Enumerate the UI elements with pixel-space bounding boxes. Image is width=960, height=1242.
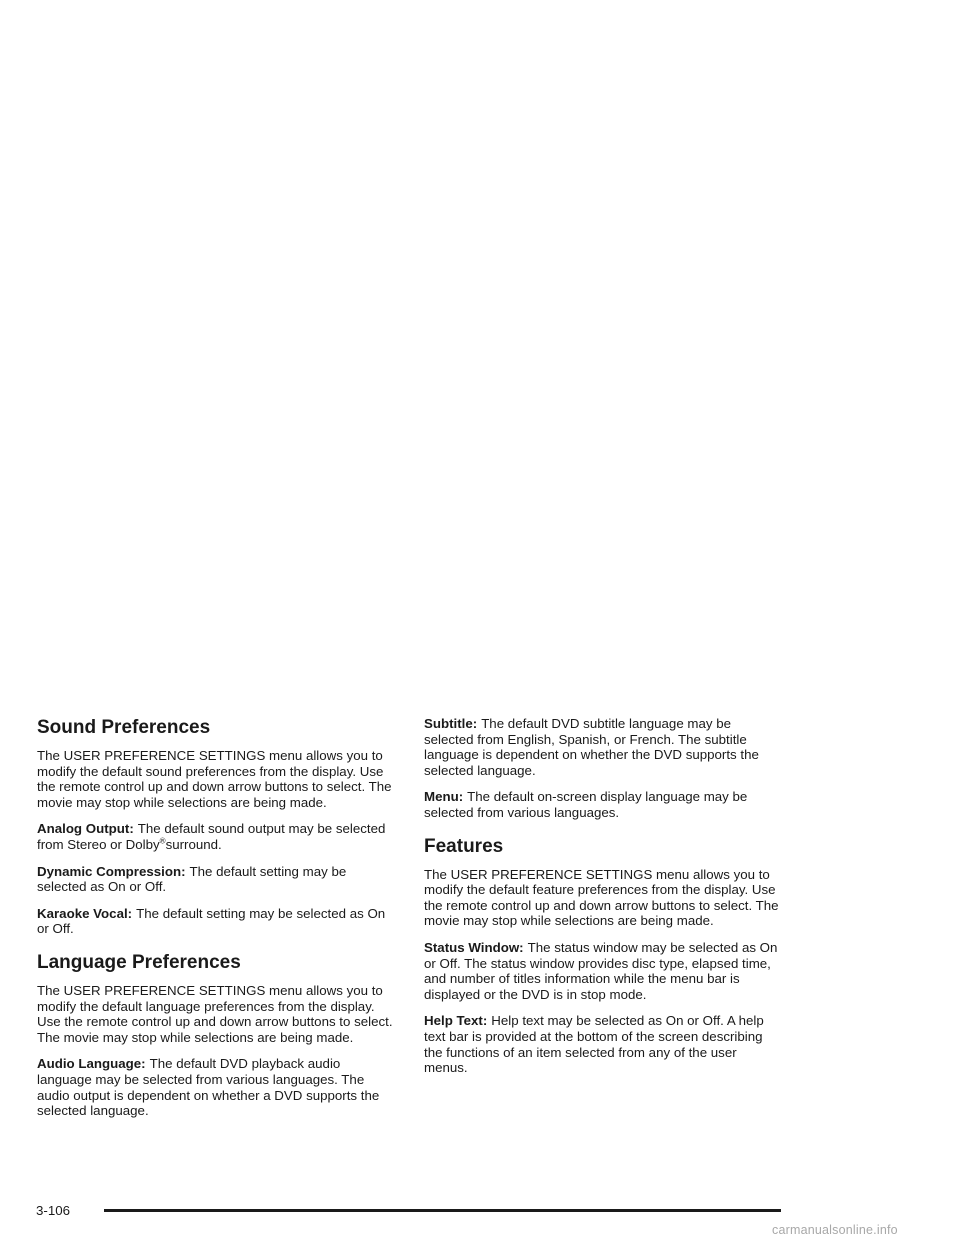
subtitle-text: The default DVD subtitle language may be selected from English, Spanish, or French. The subtitle language is dependent on whether the DVD supports the selected language. (424, 716, 759, 778)
karaoke-vocal-term: Karaoke Vocal: (37, 905, 133, 921)
language-preferences-heading: Language Preferences (37, 951, 241, 973)
status-window-paragraph (424, 940, 782, 1002)
status-window-text: The status window may be selected as On or Off. The status window provides disc type, elapsed time, and number of titles information while the menu bar is displayed or the DVD is in stop mode. (424, 939, 778, 1002)
status-window-term: Status Window: (424, 939, 524, 955)
analog-output-paragraph (37, 821, 395, 852)
menu-paragraph (424, 789, 782, 820)
sound-preferences-heading: Sound Preferences (37, 717, 211, 738)
dynamic-compression-term: Dynamic Compression: (37, 863, 186, 879)
help-text-paragraph (424, 1013, 782, 1075)
sound-preferences-intro: The USER PREFERENCE SETTINGS menu allows you to modify the default sound preferences from the display. Use the remote control up and down arrow buttons to select. The movie may stop while selections are being made. (37, 748, 392, 810)
subtitle-term: Subtitle: (424, 716, 478, 731)
audio-language-text: The default DVD playback audio language may be selected from various languages. The audio output is dependent on whether a DVD supports the selected language. (37, 1056, 380, 1119)
registered-mark: ® (159, 836, 166, 846)
language-preferences-intro: The USER PREFERENCE SETTINGS menu allows you to modify the default language preferences from the display. Use the remote control up and down arrow buttons to select. The movie may stop while selections are being made. (37, 982, 393, 1045)
features-intro: The USER PREFERENCE SETTINGS menu allows you to modify the default feature preferences from the display. Use the remote control up and down arrow buttons to select. The movie may stop while selections are being made. (424, 866, 779, 929)
audio-language-paragraph (37, 1056, 395, 1118)
analog-output-text: The default sound output may be selected from Stereo or Dolby (37, 821, 386, 852)
analog-output-term: Analog Output: (37, 821, 134, 837)
menu-term: Menu: (424, 789, 464, 805)
karaoke-vocal-paragraph (37, 906, 395, 937)
analog-output-text-end: surround. (165, 836, 222, 852)
audio-language-term: Audio Language: (37, 1056, 146, 1072)
dynamic-compression-paragraph (37, 864, 395, 895)
page-number: 3-106 (36, 1203, 71, 1218)
watermark: carmanualsonline.info (772, 1223, 898, 1237)
footer-rule (104, 1209, 781, 1212)
right-column (424, 716, 782, 1087)
features-heading: Features (424, 835, 504, 857)
dynamic-compression-text: The default setting may be selected as On or Off. (37, 863, 347, 895)
help-text-text: Help text may be selected as On or Off. A help text bar is provided at the bottom of the screen describing the functions of an item selected from any of the user menus. (424, 1013, 764, 1076)
menu-text: The default on-screen display language may be selected from various languages. (424, 789, 748, 820)
subtitle-paragraph (424, 716, 782, 778)
karaoke-vocal-text: The default setting may be selected as On or Off. (37, 905, 386, 937)
left-column (37, 716, 395, 1130)
help-text-term: Help Text: (424, 1013, 488, 1029)
